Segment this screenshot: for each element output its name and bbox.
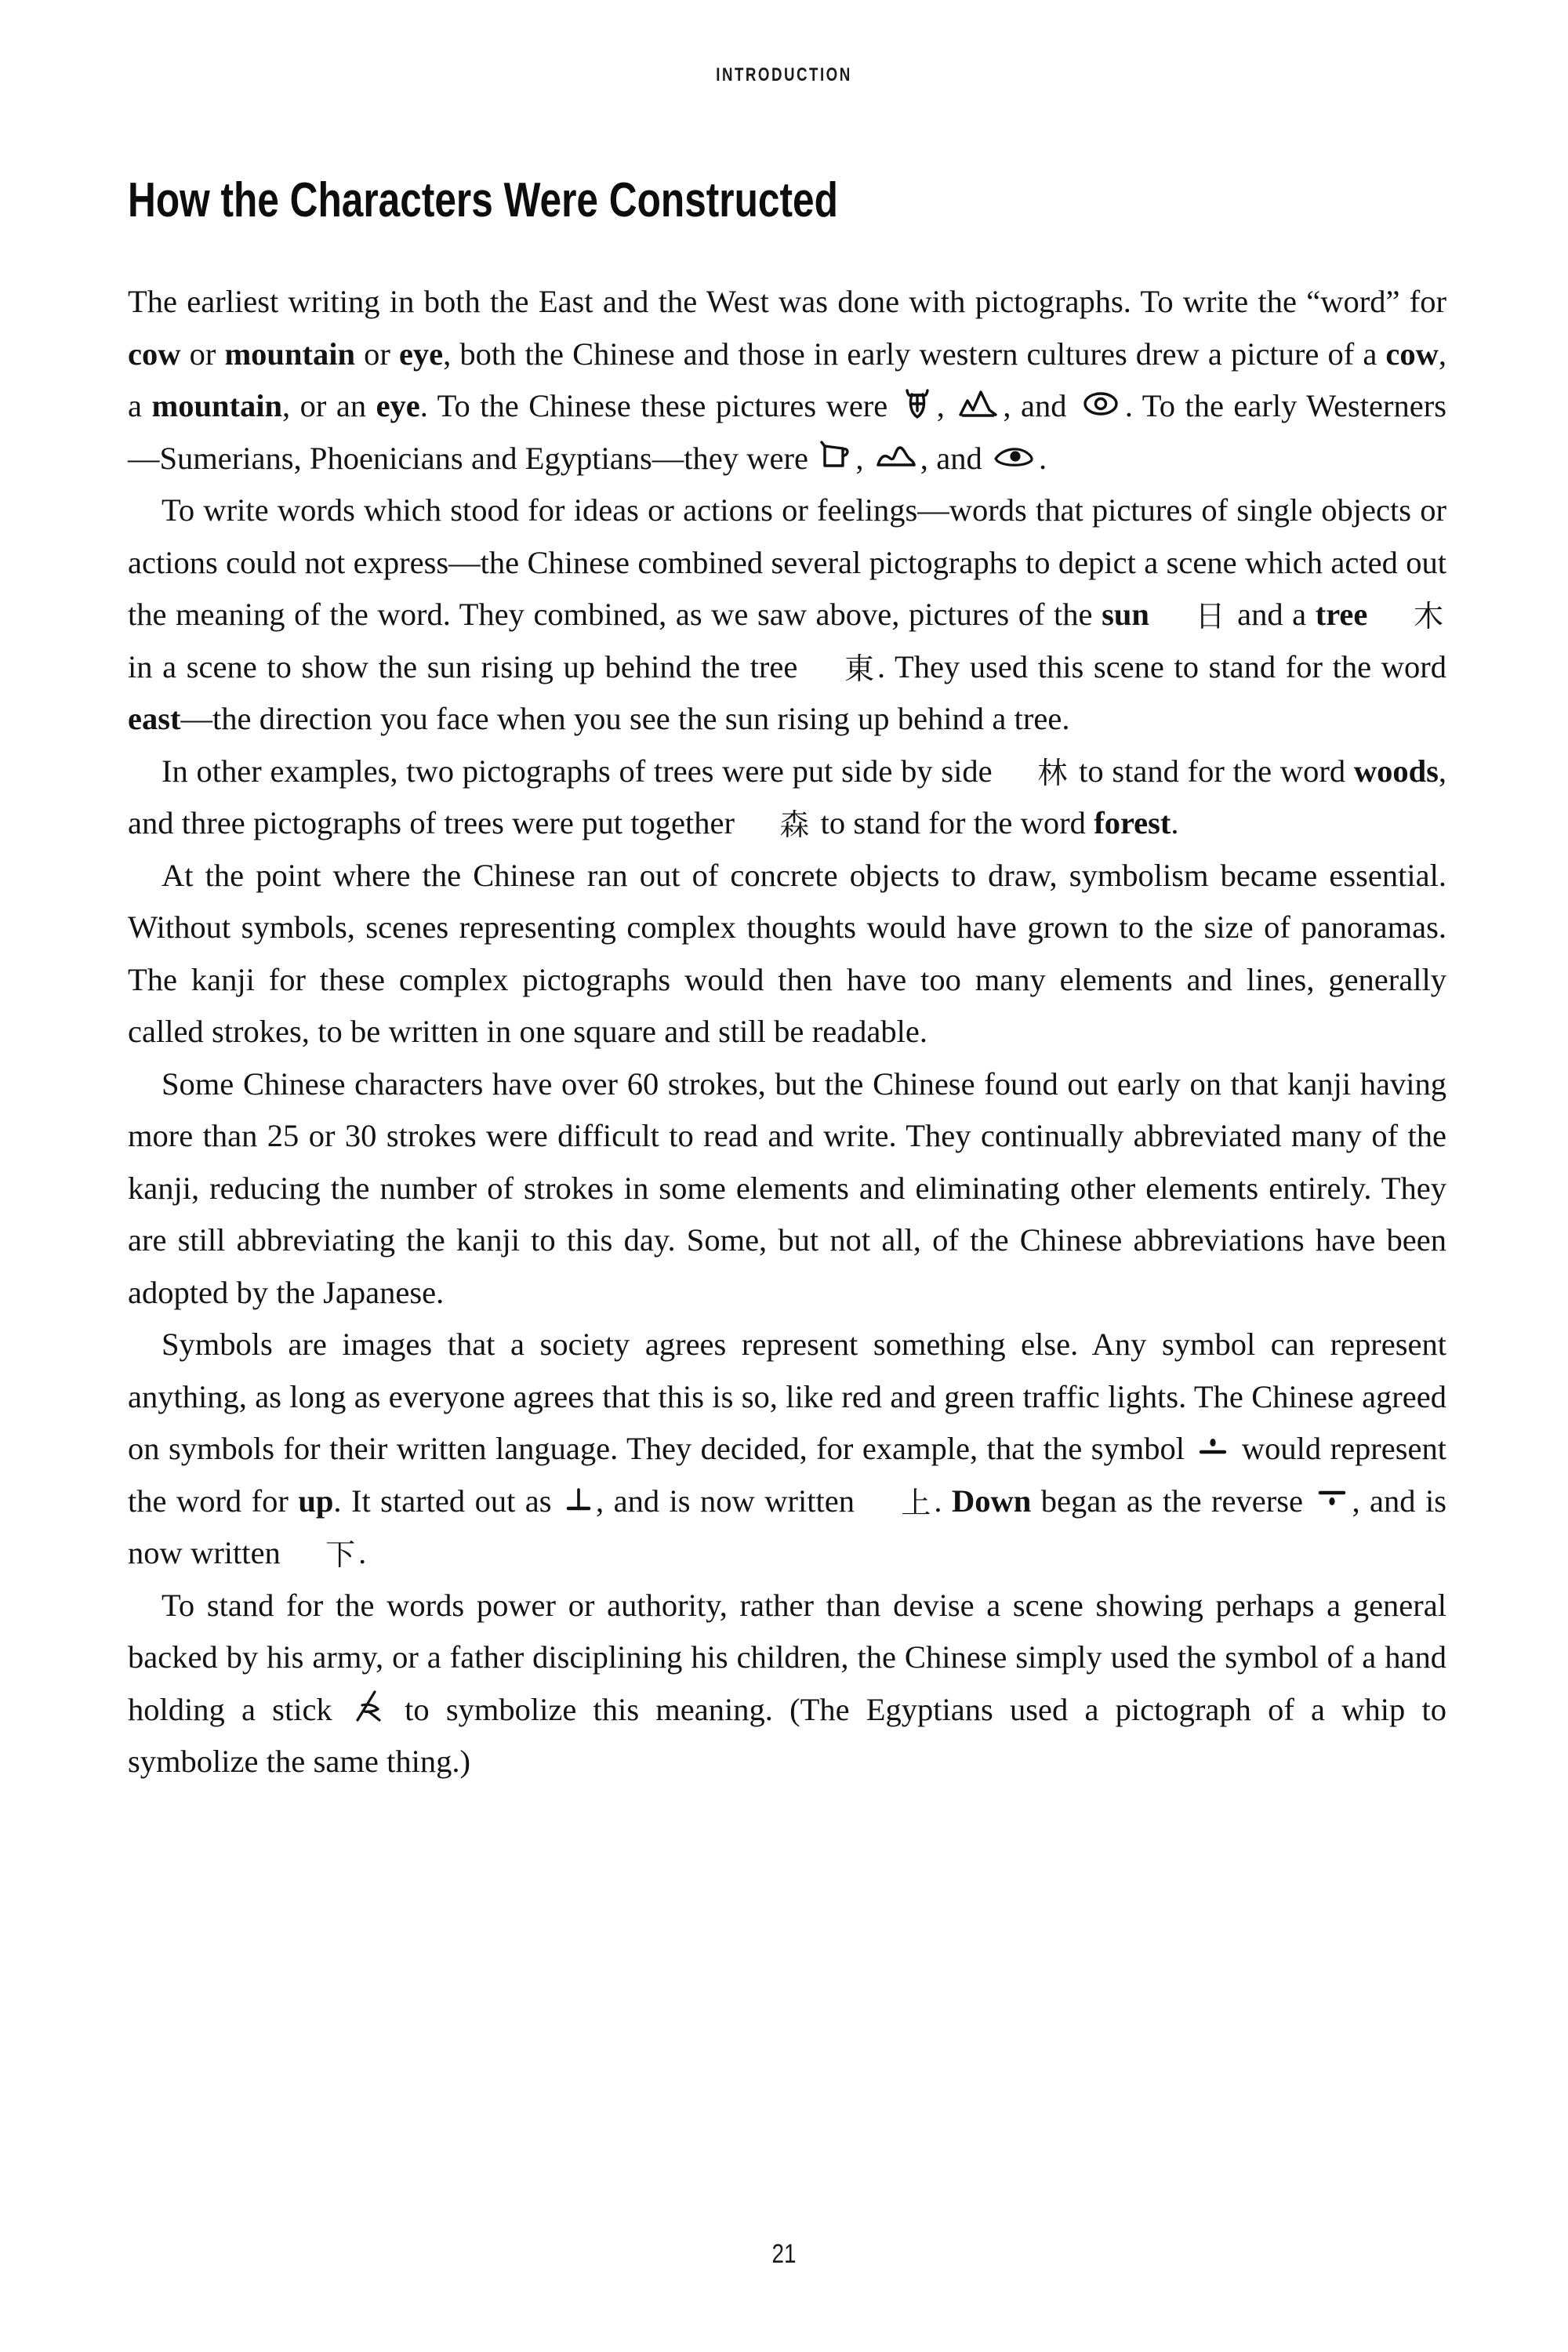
kanji-character: 下 <box>325 1537 356 1572</box>
kanji-character: 東 <box>844 651 875 686</box>
keyword-emphasis: eye <box>398 336 444 372</box>
paragraph-4: At the point where the Chinese ran out of concrete objects to draw, symbolism became essential. Without symbols, scenes representing complex thoughts would have grown to the size of panoramas. The kanji for these complex pictographs would then have too many elements and lines, generally called strokes, to be written in one square and still be readable. <box>128 857 1446 1049</box>
western-eye-pictograph <box>993 439 1036 474</box>
paragraph-5: Some Chinese characters have over 60 strokes, but the Chinese found out early on that kanji having more than 25 or 30 strokes were difficult to read and write. They continually abbreviated many of the kanji, reducing the number of strokes in some elements and eliminating other elements entirely. They are still abbreviating the kanji to this day. Some, but not all, of the Chinese abbreviations have been adopted by the Japanese. <box>128 1065 1446 1310</box>
keyword-emphasis: woods <box>1353 753 1439 789</box>
chinese-eye-pictograph <box>1079 387 1123 421</box>
paragraph-6: Symbols are images that a society agrees represent something else. Any symbol can represent anything, as long as everyone agrees that this is so, like red and green traffic lights. The Chinese agreed on symbols for their written language. They decided, for example, that the symbol would represent the word for up. It started out as , and is now written 上. Down began as the reverse , and is now written 下. <box>128 1327 1446 1572</box>
kanji-character: 木 <box>1413 599 1443 633</box>
keyword-emphasis: east <box>128 701 181 736</box>
body-text-block <box>128 276 1446 1788</box>
hand-holding-stick-pictograph <box>351 1690 386 1725</box>
paragraph-7: To stand for the words power or authority, rather than devise a scene showing perhaps a general backed by his army, or a father disciplining his children, the Chinese simply used the symbol of a hand holding a stick to symbolize this meaning. (The Egyptians used a pictograph of a whip to symbolize the same thing.) <box>128 1587 1446 1779</box>
down-symbol-line-over-dot <box>1315 1482 1349 1516</box>
paragraph-1: The earliest writing in both the East and the West was done with pictographs. To write the “word” for cow or mountain or eye, both the Chinese and those in early western cultures drew a picture of a cow, a mountain, or an eye. To the Chinese these pictures were , , and . To the early Westerners—Sumerians, Phoenicians and Egyptians—they were , , and . <box>128 284 1447 476</box>
kanji-character: 上 <box>901 1485 931 1520</box>
chinese-mountain-pictograph <box>956 387 1000 421</box>
kanji-character: 日 <box>1195 599 1225 633</box>
keyword-emphasis: eye <box>376 388 420 423</box>
running-head: INTRODUCTION <box>716 64 852 85</box>
keyword-emphasis: mountain <box>224 336 355 372</box>
kanji-character: 森 <box>779 808 810 842</box>
chinese-cow-pictograph <box>900 387 935 421</box>
up-symbol-old-form <box>564 1485 593 1516</box>
keyword-emphasis: tree <box>1315 597 1368 632</box>
paragraph-3: In other examples, two pictographs of trees were put side by side 林 to stand for the word woods, and three pictographs of trees were put together 森 to stand for the word forest. <box>128 753 1446 842</box>
keyword-emphasis: sun <box>1102 597 1149 632</box>
keyword-emphasis: forest <box>1094 805 1171 840</box>
western-cow-pictograph <box>818 439 853 474</box>
keyword-emphasis: cow <box>128 336 181 372</box>
keyword-emphasis: mountain <box>151 388 283 423</box>
keyword-emphasis: cow <box>1385 336 1439 372</box>
paragraph-2: To write words which stood for ideas or actions or feelings—words that pictures of single objects or actions could not express—the Chinese combined several pictographs to depict a scene which acted out the meaning of the word. They combined, as we saw above, pictures of the sun 日 and a tree 木 in a scene to show the sun rising up behind the tree 東. They used this scene to stand for the word east—the direction you face when you see the sun rising up behind a tree. <box>128 492 1446 736</box>
kanji-character: 林 <box>1037 755 1068 790</box>
keyword-emphasis: Down <box>952 1483 1032 1519</box>
page-title: How the Characters Were Constructed <box>128 172 838 227</box>
page-number: 21 <box>771 2239 797 2269</box>
western-mountain-pictograph <box>874 439 918 474</box>
keyword-emphasis: up <box>298 1483 334 1519</box>
up-symbol-dot-over-line <box>1196 1429 1230 1464</box>
